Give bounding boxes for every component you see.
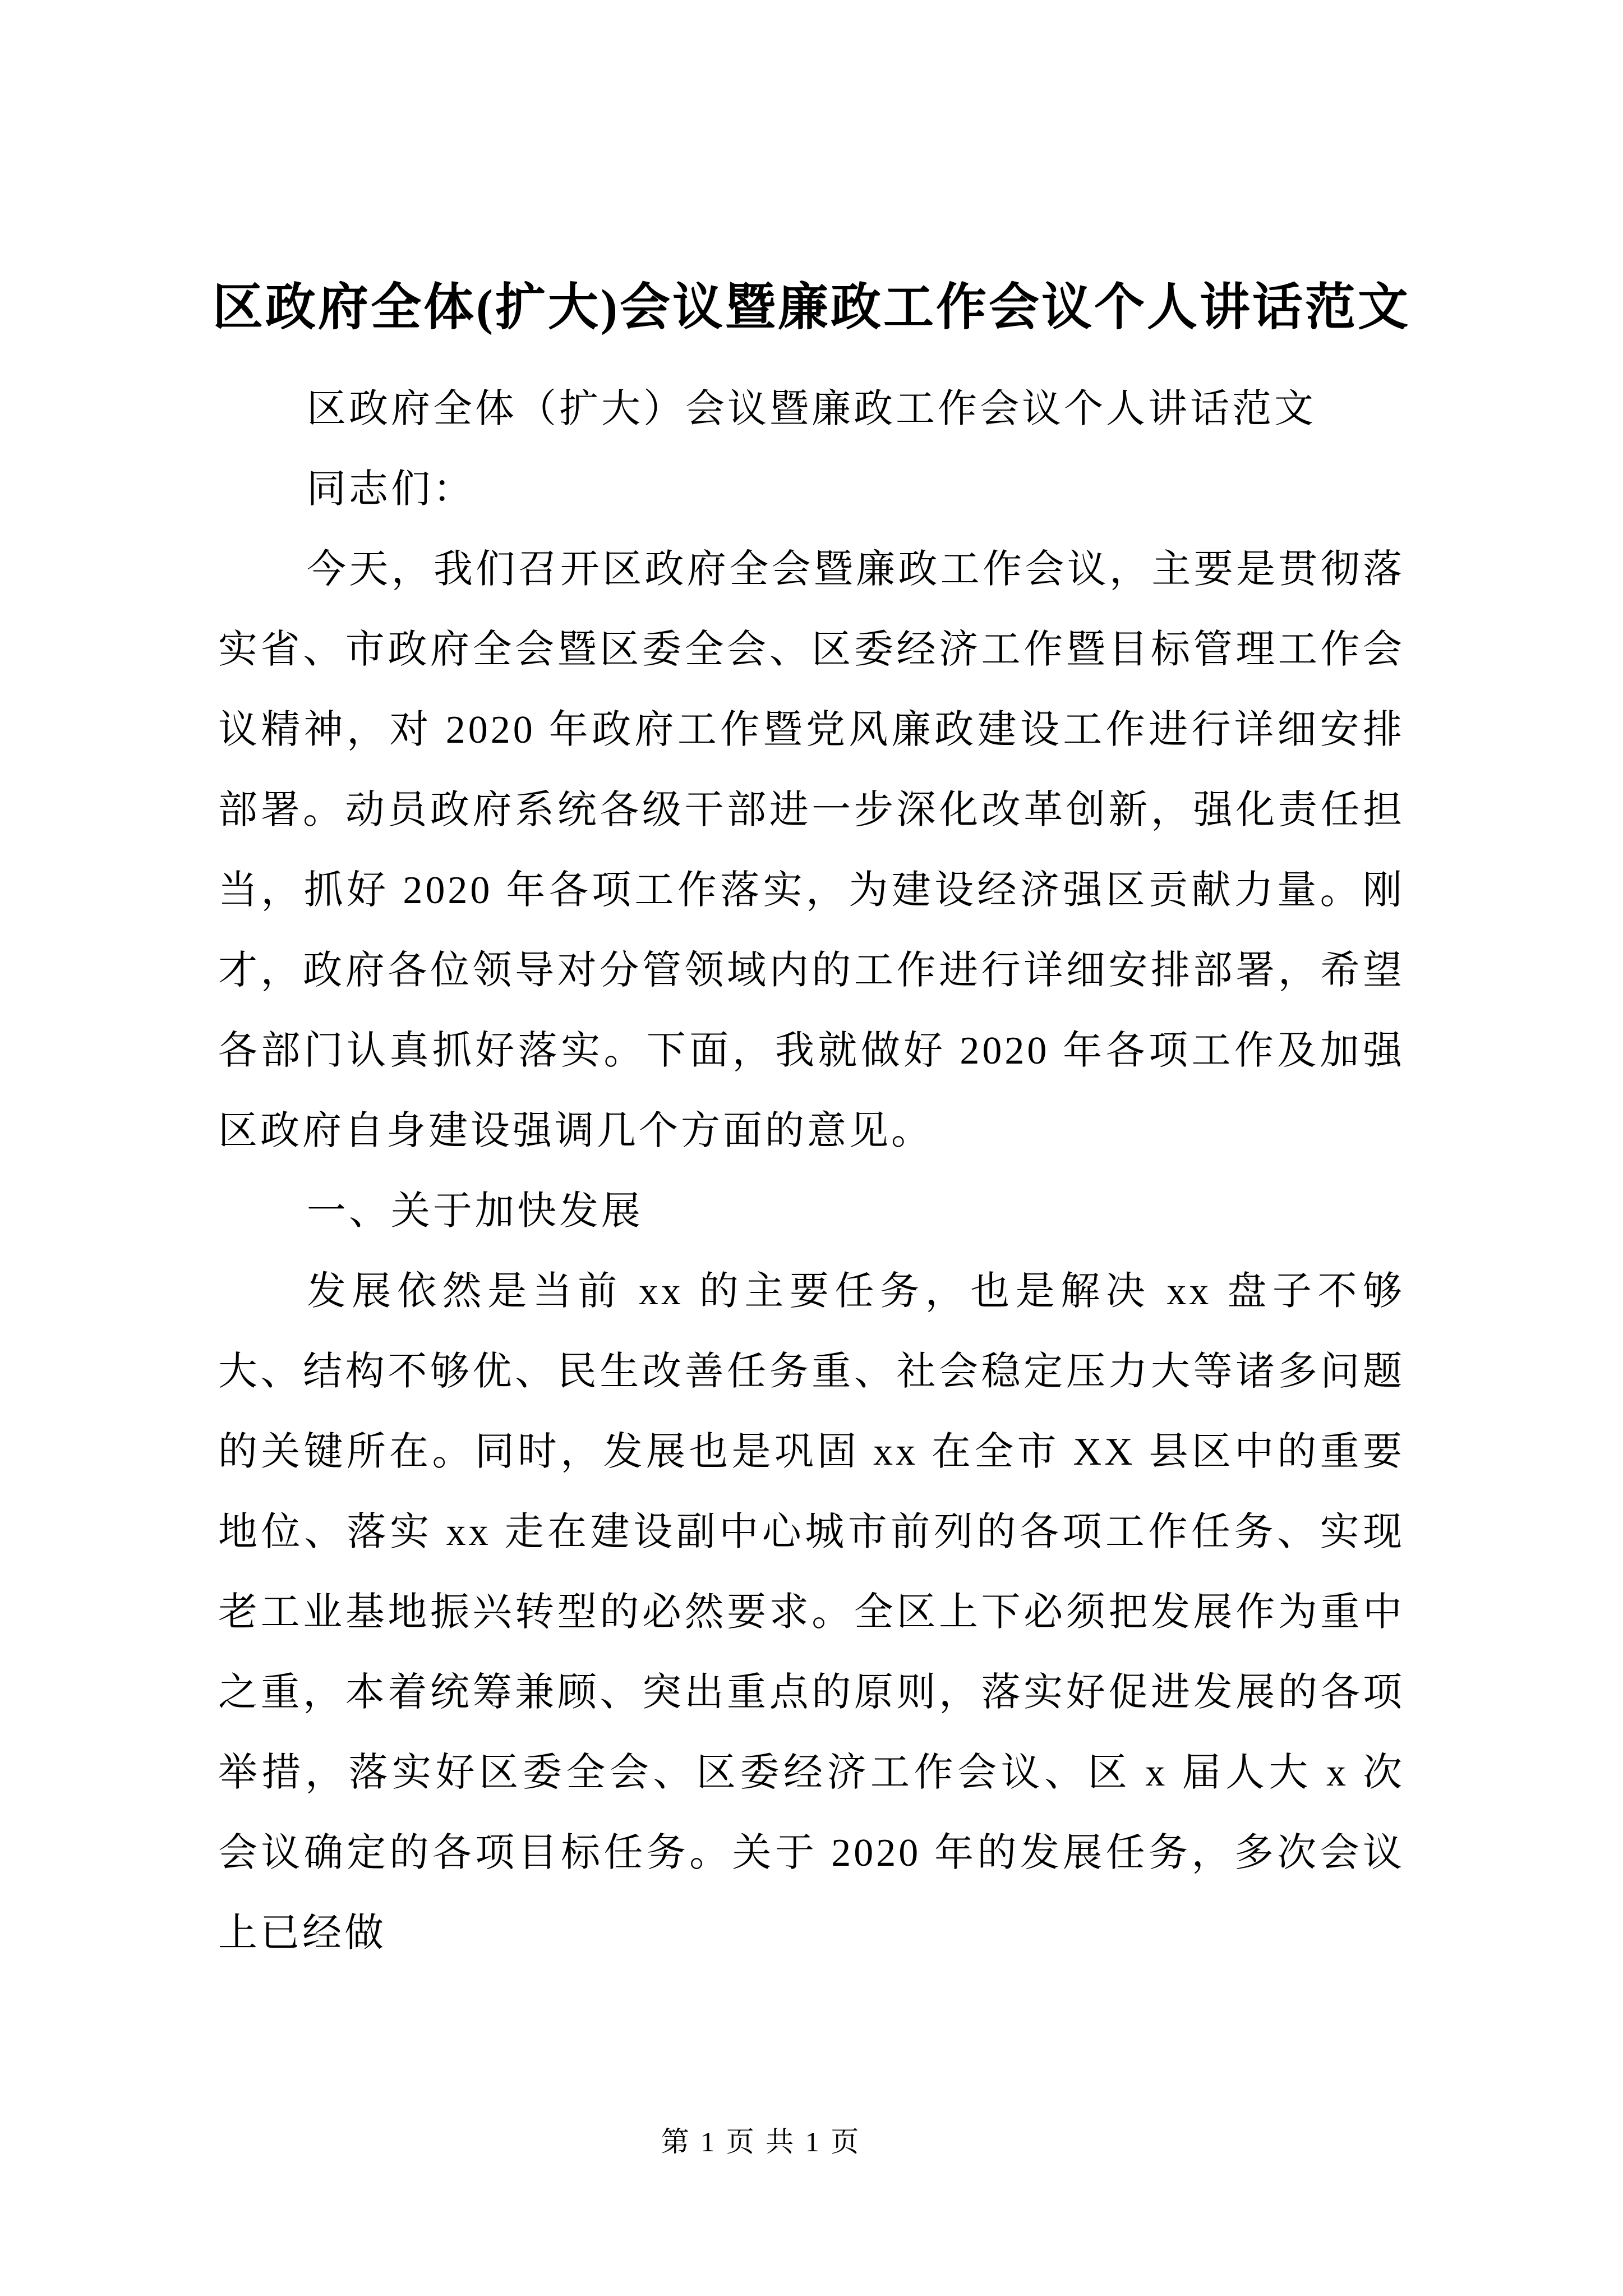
paragraph-title-line: 区政府全体（扩大）会议暨廉政工作会议个人讲话范文 <box>307 388 1316 431</box>
paragraph-salutation: 同志们： <box>307 468 475 511</box>
paragraph-intro: 今天，我们召开区政府全会暨廉政工作会议，主要是贯彻落实省、市政府全会暨区委全会、区委经济工作暨目标管理工作会议精神，对 2020 年政府工作暨党风廉政建设工作进行详细安排部署。动员政府系统各级干部进一步深化改革创新，强化责任担当，抓好 2020 年各项工作落实，为建设经济强区贡献力量。刚才，政府各位领导对分管领域内的工作进行详细安排部署，希望各部门认真抓好落实。下面，我就做好 2020 年各项工作及加强区政府自身建设强调几个方面的意见。 <box>218 548 1405 1153</box>
paragraph-section-body: 发展依然是当前 xx 的主要任务，也是解决 xx 盘子不够大、结构不够优、民生改善任务重、社会稳定压力大等诸多问题的关键所在。同时，发展也是巩固 xx 在全市 XX 县区中的重要地位、落实 xx 走在建设副中心城市前列的各项工作任务、实现老工业基地振兴转型的必然要求。全区上下必须把发展作为重中之重，本着统筹兼顾、突出重点的原则，落实好促进发展的各项举措，落实好区委全会、区委经济工作会议、区 x 届人大 x 次会议确定的各项目标任务。关于 2020 年的发展任务，多次会议上已经做 <box>218 1270 1405 1955</box>
page-number-text: 第 1 页 共 1 页 <box>661 2126 861 2157</box>
page-footer <box>0 2119 1623 2160</box>
document-body <box>218 369 1405 1973</box>
paragraph-section-heading: 一、关于加快发展 <box>307 1190 643 1233</box>
document-title: 区政府全体(扩大)会议暨廉政工作会议个人讲话范文 <box>213 280 1410 335</box>
